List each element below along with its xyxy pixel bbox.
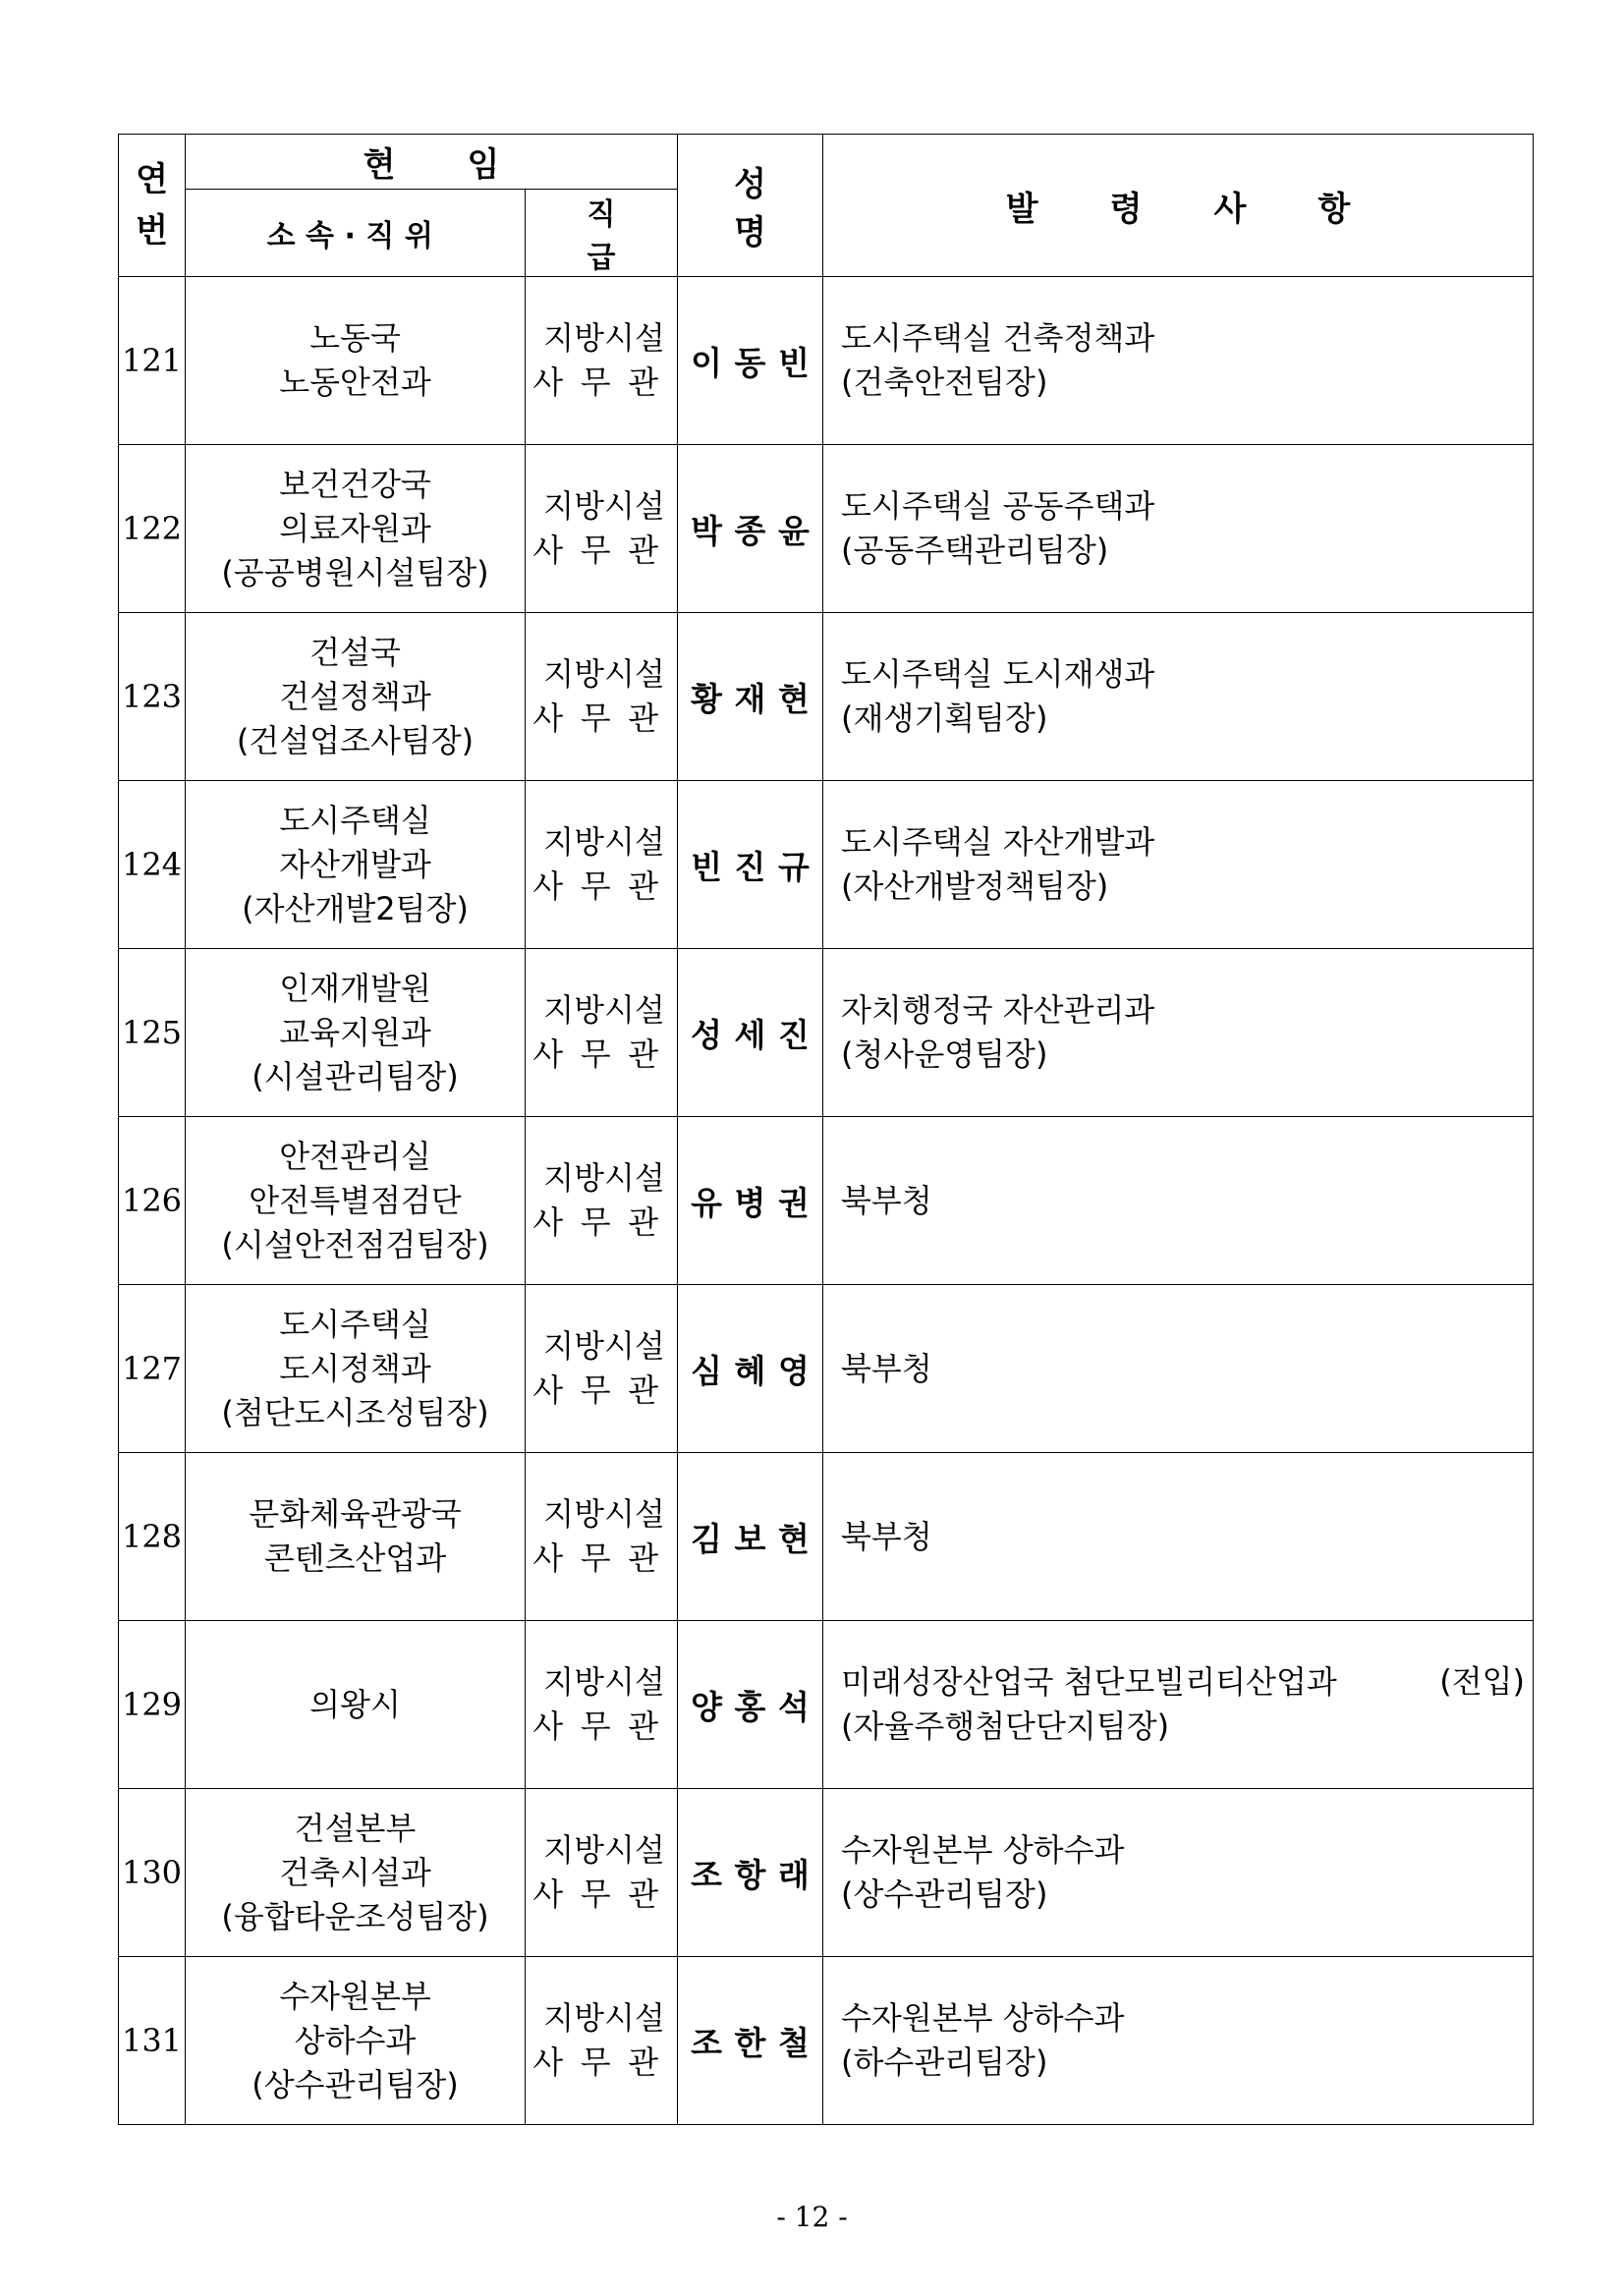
appointment-line: (공동주택관리팀장) [841, 532, 1109, 569]
grade-cell [526, 781, 678, 949]
current-dept-cell [186, 277, 526, 445]
grade-line: 사무관 [532, 364, 676, 401]
grade-line: 지방시설 [543, 1831, 665, 1869]
grade-cell [526, 1285, 678, 1453]
serial-no-cell: 128 [119, 1453, 186, 1621]
dept-line: 의왕시 [309, 1685, 401, 1723]
dept-line: (건설업조사팀장) [236, 721, 475, 759]
appointment-line: 미래성장산업국 첨단모빌리티산업과 [841, 1663, 1337, 1701]
appointment-cell [823, 277, 1534, 445]
appointment-cell [823, 1957, 1534, 2125]
person-name-cell: 심혜영 [678, 1285, 823, 1453]
grade-line: 사무관 [532, 532, 676, 569]
person-name-cell: 김보현 [678, 1453, 823, 1621]
serial-no-cell: 126 [119, 1117, 186, 1285]
appointment-line: 도시주택실 도시재생과 [841, 655, 1155, 693]
appointment-line: 북부청 [841, 1181, 932, 1219]
person-name-cell: 유병권 [678, 1117, 823, 1285]
appointment-line: 수자원본부 상하수과 [841, 1999, 1125, 2037]
table-row [119, 1789, 1534, 1957]
person-name-cell: 박종윤 [678, 445, 823, 613]
current-dept-cell [186, 1957, 526, 2125]
grade-line: 지방시설 [543, 319, 665, 357]
person-name-cell: 이동빈 [678, 277, 823, 445]
dept-line: 노동안전과 [279, 364, 431, 401]
grade-cell [526, 613, 678, 781]
current-dept-cell [186, 1621, 526, 1789]
appointment-cell [823, 1789, 1534, 1957]
dept-line: 상하수과 [294, 2021, 417, 2059]
table-row [119, 445, 1534, 613]
grade-cell [526, 1621, 678, 1789]
serial-no-cell: 127 [119, 1285, 186, 1453]
table-row [119, 781, 1534, 949]
current-dept-cell [186, 1453, 526, 1621]
appointment-line: 수자원본부 상하수과 [841, 1831, 1125, 1869]
dept-line: (시설안전점검팀장) [221, 1225, 489, 1263]
dept-line: (공공병원시설팀장) [221, 553, 489, 591]
dept-line: 도시주택실 [279, 1305, 431, 1343]
grade-line: 사무관 [532, 1708, 676, 1745]
serial-no-cell: 121 [119, 277, 186, 445]
table-row [119, 1453, 1534, 1621]
grade-line: 지방시설 [543, 1159, 665, 1197]
grade-line: 사무관 [532, 1036, 676, 1073]
page-number: - 12 - [776, 2201, 848, 2233]
grade-cell [526, 445, 678, 613]
appointment-cell [823, 1117, 1534, 1285]
grade-cell [526, 1453, 678, 1621]
dept-line: 콘텐츠산업과 [263, 1540, 447, 1577]
appointment-line: (재생기획팀장) [841, 700, 1048, 737]
header-grade: 직 급 [526, 190, 678, 277]
grade-line: 지방시설 [543, 1327, 665, 1365]
table-row [119, 1117, 1534, 1285]
appointment-cell [823, 1285, 1534, 1453]
transfer-note: (전입) [1439, 1662, 1526, 1701]
appointment-line: (자산개발정책팀장) [841, 868, 1109, 905]
person-name-cell: 성세진 [678, 949, 823, 1117]
appointment-line: 북부청 [841, 1517, 932, 1555]
grade-line: 지방시설 [543, 1999, 665, 2037]
dept-line: (첨단도시조성팀장) [221, 1393, 489, 1431]
dept-line: 자산개발과 [279, 845, 431, 883]
current-dept-cell [186, 1117, 526, 1285]
grade-line: 지방시설 [543, 991, 665, 1029]
dept-line: 보건건강국 [279, 465, 431, 503]
serial-no-cell: 130 [119, 1789, 186, 1957]
serial-no-cell: 122 [119, 445, 186, 613]
appointment-cell [823, 613, 1534, 781]
appointment-cell [823, 445, 1534, 613]
person-name-cell: 황재현 [678, 613, 823, 781]
dept-line: 노동국 [309, 319, 401, 357]
grade-line: 사무관 [532, 868, 676, 905]
appointment-line: 도시주택실 건축정책과 [841, 319, 1155, 357]
current-dept-cell [186, 613, 526, 781]
appointment-line: 북부청 [841, 1349, 932, 1387]
grade-line: 지방시설 [543, 823, 665, 861]
appointment-line: 자치행정국 자산관리과 [841, 991, 1155, 1029]
grade-line: 사무관 [532, 700, 676, 737]
grade-cell [526, 277, 678, 445]
appointment-cell [823, 781, 1534, 949]
dept-line: 도시주택실 [279, 801, 431, 839]
dept-line: (시설관리팀장) [252, 1057, 459, 1095]
appointment-line: (자율주행첨단단지팀장) [841, 1708, 1170, 1745]
header-dept-position: 소속·직위 [186, 190, 526, 277]
grade-cell [526, 1957, 678, 2125]
header-appointment: 발 령 사 항 [823, 135, 1534, 277]
grade-line: 사무관 [532, 2044, 676, 2081]
table-row [119, 1285, 1534, 1453]
serial-no-cell: 123 [119, 613, 186, 781]
dept-line: 건축시설과 [279, 1853, 431, 1891]
appointment-line: (하수관리팀장) [841, 2044, 1048, 2081]
table-row [119, 613, 1534, 781]
grade-cell [526, 1117, 678, 1285]
dept-line: 건설본부 [294, 1809, 417, 1847]
appointment-line: (청사운영팀장) [841, 1036, 1048, 1073]
dept-line: 인재개발원 [279, 969, 431, 1007]
current-dept-cell [186, 1285, 526, 1453]
appointment-line: (건축안전팀장) [841, 364, 1048, 401]
grade-line: 지방시설 [543, 487, 665, 525]
dept-line: 의료자원과 [279, 509, 431, 547]
dept-line: (상수관리팀장) [252, 2065, 459, 2103]
dept-line: 건설정책과 [279, 677, 431, 715]
appointment-line: 도시주택실 공동주택과 [841, 487, 1155, 525]
grade-cell [526, 1789, 678, 1957]
table-row [119, 1621, 1534, 1789]
grade-line: 지방시설 [543, 1495, 665, 1533]
grade-cell [526, 949, 678, 1117]
dept-line: 도시정책과 [279, 1349, 431, 1387]
serial-no-cell: 124 [119, 781, 186, 949]
header-name: 성 명 [678, 135, 823, 277]
current-dept-cell [186, 949, 526, 1117]
person-name-cell: 조항래 [678, 1789, 823, 1957]
dept-line: 문화체육관광국 [249, 1495, 462, 1533]
dept-line: (융합타운조성팀장) [221, 1897, 489, 1935]
dept-line: 교육지원과 [279, 1013, 431, 1051]
serial-no-cell: 125 [119, 949, 186, 1117]
dept-line: (자산개발2팀장) [242, 889, 469, 927]
grade-line: 사무관 [532, 1540, 676, 1577]
dept-line: 건설국 [309, 633, 401, 671]
person-name-cell: 빈진규 [678, 781, 823, 949]
grade-line: 사무관 [532, 1876, 676, 1913]
dept-line: 안전특별점검단 [249, 1181, 462, 1219]
personnel-table [118, 134, 1534, 2125]
grade-line: 사무관 [532, 1372, 676, 1409]
person-name-cell: 양홍석 [678, 1621, 823, 1789]
grade-line: 지방시설 [543, 655, 665, 693]
header-serial-no: 연 번 [119, 135, 186, 277]
table-row [119, 277, 1534, 445]
appointment-line: 도시주택실 자산개발과 [841, 823, 1155, 861]
serial-no-cell: 131 [119, 1957, 186, 2125]
appointment-cell [823, 1453, 1534, 1621]
appointment-line: (상수관리팀장) [841, 1876, 1048, 1913]
grade-line: 사무관 [532, 1204, 676, 1241]
current-dept-cell [186, 1789, 526, 1957]
current-dept-cell [186, 445, 526, 613]
grade-line: 지방시설 [543, 1663, 665, 1701]
appointment-cell [823, 949, 1534, 1117]
table-row [119, 1957, 1534, 2125]
header-current-post: 현 임 [186, 135, 678, 190]
header-row-top [119, 135, 1534, 190]
person-name-cell: 조한철 [678, 1957, 823, 2125]
dept-line: 안전관리실 [279, 1137, 431, 1175]
current-dept-cell [186, 781, 526, 949]
table-row [119, 949, 1534, 1117]
appointment-cell [823, 1621, 1534, 1789]
dept-line: 수자원본부 [279, 1977, 431, 2015]
serial-no-cell: 129 [119, 1621, 186, 1789]
